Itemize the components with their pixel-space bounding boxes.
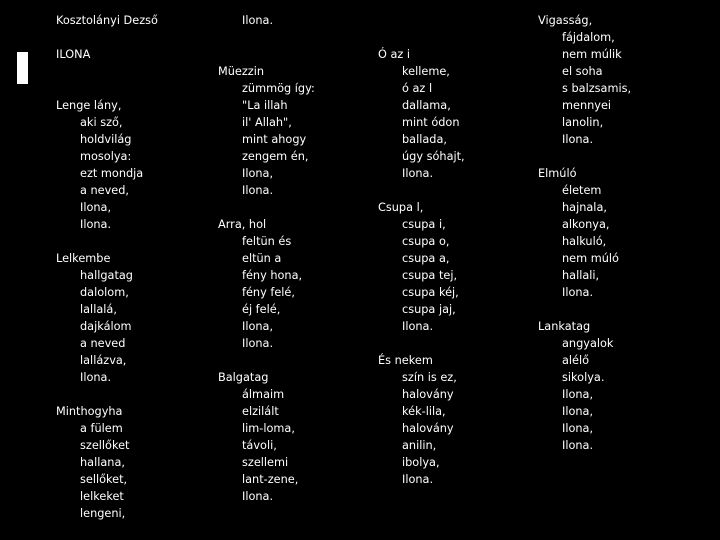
poem-line: Ilona. xyxy=(402,473,434,486)
poem-line: Ilona. xyxy=(562,439,594,452)
poem-line: Ilona, xyxy=(562,405,594,418)
stanza-gap xyxy=(218,352,315,369)
poem-line: Elmúló xyxy=(538,167,577,180)
poem-line: lelkeket xyxy=(80,490,124,503)
poem-line: elzilált xyxy=(242,405,279,418)
poem-line: Kosztolányi Dezső xyxy=(56,14,158,27)
poem-line: Ó az i xyxy=(378,48,411,61)
poem-line: zengem én, xyxy=(242,150,309,163)
poem-line: eltün a xyxy=(242,252,282,265)
poem-line: Ilona. xyxy=(242,337,274,350)
poem-line: éj felé, xyxy=(242,303,281,316)
poem-line: alélő xyxy=(562,354,590,367)
poem-line: Ilona. xyxy=(242,490,274,503)
poem-line: Ilona, xyxy=(242,167,274,180)
poem-line: Ilona. xyxy=(80,371,112,384)
poem-line: mint ódon xyxy=(402,116,460,129)
poem-line: lant-zene, xyxy=(242,473,299,486)
poem-line: csupa jaj, xyxy=(402,303,456,316)
poem-line: csupa i, xyxy=(402,218,446,231)
poem-line: szellemi xyxy=(242,456,289,469)
poem-line: anilin, xyxy=(402,439,437,452)
poem-line: Lenge lány, xyxy=(56,99,122,112)
poem-line: sikolya. xyxy=(562,371,605,384)
poem-line: Ilona. xyxy=(402,320,434,333)
poem-line: a fülem xyxy=(80,422,123,435)
poem-line: zümmög így: xyxy=(242,82,315,95)
poem-line: Ilona, xyxy=(562,388,594,401)
poem-line: És nekem xyxy=(378,354,433,367)
poem-line: hallali, xyxy=(562,269,600,282)
poem-line: úgy sóhajt, xyxy=(402,150,465,163)
poem-line: fájdalom, xyxy=(562,31,615,44)
poem-line: s balzsamis, xyxy=(562,82,632,95)
poem-line: csupa kéj, xyxy=(402,286,459,299)
poem-line: kék-lila, xyxy=(402,405,446,418)
poem-line: a neved xyxy=(80,337,126,350)
stanza-gap xyxy=(378,335,465,352)
poem-column-1 xyxy=(56,12,158,522)
poem-line: fény hona, xyxy=(242,269,303,282)
poem-line: ó az l xyxy=(402,82,433,95)
poem-line: nem múló xyxy=(562,252,619,265)
poem-line: Ilona, xyxy=(242,320,274,333)
poem-line: Ilona. xyxy=(562,133,594,146)
poem-line: Arra, hol xyxy=(218,218,267,231)
stanza-gap xyxy=(218,46,315,63)
poem-line: feltün és xyxy=(242,235,292,248)
poem-line: ILONA xyxy=(56,48,91,61)
stanza-gap xyxy=(378,182,465,199)
poem-column-2 xyxy=(218,12,315,505)
poem-line: dalolom, xyxy=(80,286,129,299)
poem-line: Ilona. xyxy=(242,14,274,27)
poem-line: halkuló, xyxy=(562,235,607,248)
poem-line: mosolya: xyxy=(80,150,132,163)
poem-line: csupa o, xyxy=(402,235,450,248)
poem-line: Ilona. xyxy=(562,286,594,299)
stanza-gap xyxy=(56,29,158,46)
poem-line: életem xyxy=(562,184,602,197)
poem-line: lim-loma, xyxy=(242,422,295,435)
poem-line: Ilona, xyxy=(562,422,594,435)
stanza-gap xyxy=(378,12,465,29)
poem-line: ezt mondja xyxy=(80,167,144,180)
poem-line: dallama, xyxy=(402,99,451,112)
poem-line: a neved, xyxy=(80,184,130,197)
stanza-gap xyxy=(218,199,315,216)
poem-line: holdvilág xyxy=(80,133,132,146)
poem-line: álmaim xyxy=(242,388,285,401)
poem-line: "La illah xyxy=(242,99,288,112)
poem-line: aki sző, xyxy=(80,116,123,129)
poem-line: Lankatag xyxy=(538,320,591,333)
poem-line: szellőket xyxy=(80,439,130,452)
poem-line: Ilona. xyxy=(402,167,434,180)
poem-line: nem múlik xyxy=(562,48,622,61)
poem-line: Ilona, xyxy=(80,201,112,214)
poem-line: ballada, xyxy=(402,133,447,146)
poem-line: hallana, xyxy=(80,456,125,469)
poem-line: el soha xyxy=(562,65,603,78)
poem-line: hallgatag xyxy=(80,269,133,282)
poem-line: lallázva, xyxy=(80,354,127,367)
stanza-gap xyxy=(218,29,315,46)
poem-line: fény felé, xyxy=(242,286,295,299)
poem-line: halovány xyxy=(402,388,454,401)
poem-line: Minthogyha xyxy=(56,405,123,418)
poem-line: Ilona. xyxy=(242,184,274,197)
poem-line: sellőket, xyxy=(80,473,128,486)
poem-line: lengeni, xyxy=(80,507,126,520)
poem-line: Csupa l, xyxy=(378,201,424,214)
stanza-gap xyxy=(56,80,158,97)
stanza-gap xyxy=(56,386,158,403)
poem-line: lanolin, xyxy=(562,116,604,129)
poem-line: halovány xyxy=(402,422,454,435)
slide-bullet-marker xyxy=(17,52,28,84)
stanza-gap xyxy=(538,148,631,165)
poem-line: Ilona. xyxy=(80,218,112,231)
poem-line: csupa a, xyxy=(402,252,450,265)
poem-line: alkonya, xyxy=(562,218,610,231)
poem-line: hajnala, xyxy=(562,201,607,214)
poem-line: csupa tej, xyxy=(402,269,458,282)
poem-line: mennyei xyxy=(562,99,612,112)
stanza-gap xyxy=(56,63,158,80)
poem-line: Müezzin xyxy=(218,65,265,78)
poem-line: angyalok xyxy=(562,337,614,350)
poem-column-4 xyxy=(538,12,631,454)
stanza-gap xyxy=(538,301,631,318)
poem-line: kelleme, xyxy=(402,65,450,78)
poem-line: Balgatag xyxy=(218,371,269,384)
poem-line: dajkálom xyxy=(80,320,132,333)
poem-line: szín is ez, xyxy=(402,371,457,384)
poem-line: il' Allah", xyxy=(242,116,292,129)
poem-column-3 xyxy=(378,12,465,488)
poem-line: távoli, xyxy=(242,439,277,452)
poem-line: ibolya, xyxy=(402,456,440,469)
stanza-gap xyxy=(378,29,465,46)
poem-line: lallalá, xyxy=(80,303,117,316)
poem-line: mint ahogy xyxy=(242,133,307,146)
poem-line: Vigasság, xyxy=(538,14,593,27)
stanza-gap xyxy=(56,233,158,250)
poem-line: Lelkembe xyxy=(56,252,111,265)
